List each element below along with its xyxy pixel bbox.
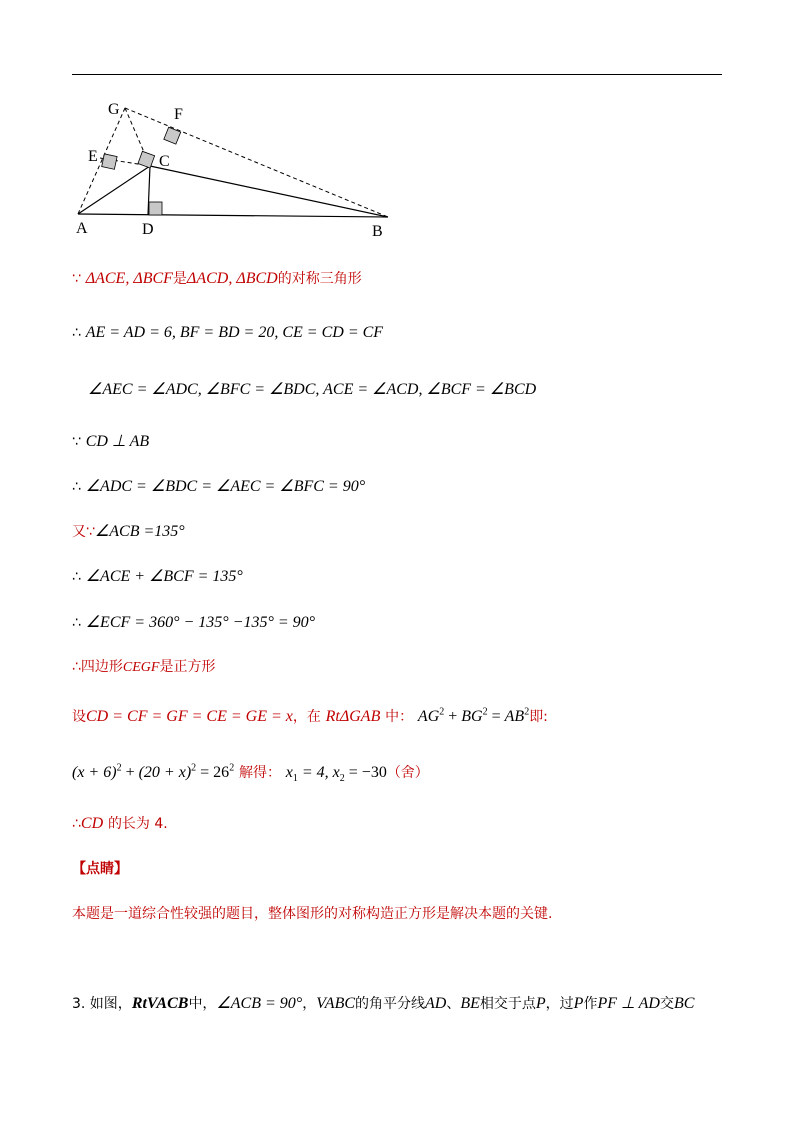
therefore-symbol: ∴ (72, 569, 81, 585)
math-expr: VABC (316, 995, 356, 1012)
math-expr: P (535, 995, 546, 1012)
comment-heading: 【点睛】 (72, 861, 128, 877)
math-expr: CD (80, 815, 104, 832)
right-angle-C (138, 151, 155, 168)
question-number: 3. 如图， (72, 996, 132, 1012)
header-rule (72, 74, 722, 75)
math-expr: ∠ACE + ∠BCF = 135° (85, 568, 243, 585)
text: 的对称三角形 (277, 271, 362, 287)
therefore-symbol: ∴ (72, 479, 81, 495)
label-G: G (108, 101, 120, 118)
side-AC (78, 166, 150, 214)
math-expr: ∠ACB = 90° (216, 995, 303, 1012)
text: 作 (583, 996, 598, 1012)
text: 交 (659, 996, 674, 1012)
math-expr: AD (425, 995, 447, 1012)
proof-line-11 (72, 762, 429, 784)
proof-line-6 (72, 521, 185, 541)
math-expr: RtVACB (131, 995, 189, 1012)
text: 设 (72, 709, 86, 725)
right-angle-D (149, 202, 162, 215)
proof-line-3 (88, 379, 536, 399)
math-expr: ΔACD, ΔBCD (186, 270, 278, 287)
math-expr: ∠ACB =135° (94, 523, 185, 540)
proof-line-10 (72, 706, 548, 726)
proof-line-12 (72, 813, 168, 833)
math-expr: RtΔGAB (325, 708, 381, 725)
therefore-symbol: ∴ (72, 659, 81, 675)
text: 中， (188, 996, 217, 1012)
text: 四边形 (80, 659, 123, 675)
label-C: C (159, 153, 170, 170)
text: 是 (172, 271, 187, 287)
comment-text: 本题是一道综合性较强的题目，整体图形的对称构造正方形是解决本题的关键. (72, 906, 553, 922)
math-expr: ∠ADC = ∠BDC = ∠AEC = ∠BFC = 90° (85, 478, 366, 495)
math-expr: CD ⊥ AB (85, 433, 150, 450)
right-angle-E (102, 154, 117, 169)
solution-expr: $x_1 = 4$, $x_2 = -30$ (285, 764, 387, 785)
math-expr: CD = CF = GF = CE = GE = x (86, 708, 293, 725)
text: 、 (446, 996, 461, 1012)
because-symbol: ∵ (72, 434, 81, 450)
math-expr: AE = AD = 6, BF = BD = 20, CE = CD = CF (85, 324, 384, 341)
proof-line-1 (72, 268, 362, 288)
math-expr: ΔACE, ΔBCF (85, 270, 173, 287)
math-expr: ∠ECF = 360° − 135° −135° = 90° (85, 614, 316, 631)
text: 的长为 4. (107, 816, 168, 832)
proof-line-5 (72, 476, 365, 496)
text: 解得： (238, 765, 281, 781)
text: ，在 (292, 709, 321, 725)
math-expr: BC (673, 995, 695, 1012)
text: ，过 (545, 996, 574, 1012)
text: 的角平分线 (355, 996, 426, 1012)
therefore-symbol: ∴ (72, 325, 81, 341)
proof-line-2 (72, 323, 383, 342)
text: 是正方形 (159, 659, 216, 675)
pythagoras-expr: $AG^2 + BG^2 = AB^2$ (417, 706, 530, 725)
text: 中： (385, 709, 414, 725)
question-3 (72, 993, 694, 1013)
geometry-figure (70, 96, 400, 246)
text: 即: (529, 709, 548, 725)
label-B: B (372, 223, 383, 240)
side-AB (78, 214, 388, 217)
because-symbol: ∵ (72, 271, 81, 287)
proof-line-9 (72, 656, 215, 676)
text: （舍） (386, 765, 429, 781)
label-A: A (76, 220, 88, 237)
label-F: F (174, 106, 183, 123)
side-CB (150, 166, 388, 217)
math-expr: CEGF (122, 660, 160, 675)
math-expr: P (573, 995, 584, 1012)
text: 又∵ (72, 524, 95, 540)
label-E: E (88, 148, 98, 165)
math-expr: PF ⊥ AD (597, 995, 660, 1012)
proof-line-7 (72, 566, 243, 586)
proof-line-8 (72, 612, 315, 632)
therefore-symbol: ∴ (72, 816, 81, 832)
text: 相交于点 (479, 996, 536, 1012)
math-expr: ∠AEC = ∠ADC, ∠BFC = ∠BDC, ACE = ∠ACD, ∠BCF = ∠BCD (88, 381, 537, 398)
math-expr: BE (460, 995, 480, 1012)
therefore-symbol: ∴ (72, 615, 81, 631)
text: ， (302, 996, 317, 1012)
label-D: D (142, 221, 154, 238)
equation: $(x + 6)^2 + (20 + x)^2 = 26^2$ (72, 762, 235, 781)
proof-line-4 (72, 431, 149, 451)
